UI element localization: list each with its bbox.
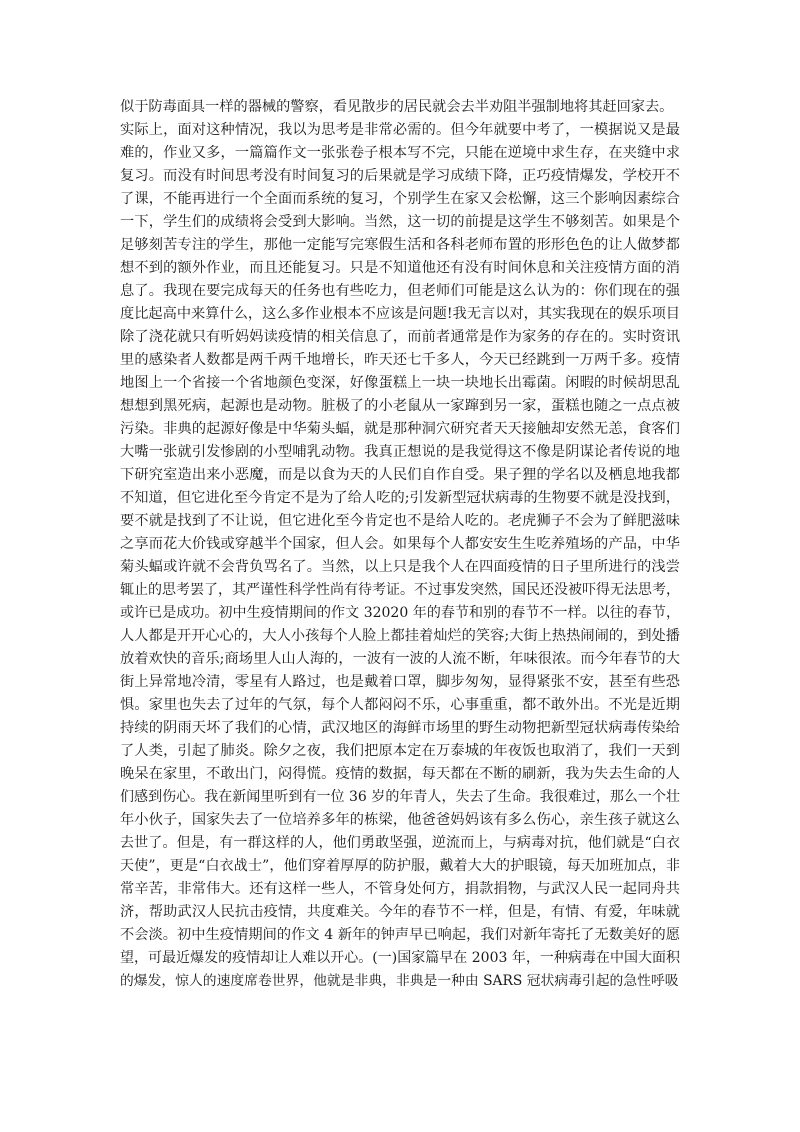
text-line: 除了浇花就只有听妈妈读疫情的相关信息了，而前者通常是作为家务的存在的。实时资讯	[120, 329, 680, 345]
text-line: 了课，不能再进行一个全面而系统的复习，个别学生在家又会松懈，这三个影响因素综合	[120, 191, 680, 207]
text-line: 们感到伤心。我在新闻里听到有一位 36 岁的年青人，失去了生命。我很难过，那么一个壮	[120, 789, 680, 805]
text-line: 晚呆在家里，不敢出门，闷得慌。疫情的数据，每天都在不断的刷新，我为失去生命的人	[120, 766, 680, 782]
text-line: 里的感染者人数都是两千两千地增长，昨天还七千多人，今天已经跳到一万两千多。疫情	[120, 352, 680, 368]
text-line: 下研究室造出来小恶魔，而是以食为天的人民们自作自受。果子狸的学名以及栖息地我都	[120, 467, 680, 483]
text-line: 地图上一个省接一个省地颜色变深，好像蛋糕上一块一块地长出霉菌。闲暇的时候胡思乱	[120, 375, 680, 391]
text-line: 想不到的额外作业，而且还能复习。只是不知道他还有没有时间休息和关注疫情方面的消	[120, 260, 680, 276]
text-line: 年小伙子，国家失去了一位培养多年的栋梁，他爸爸妈妈该有多么伤心，亲生孩子就这么	[120, 812, 680, 828]
text-line: 一下，学生们的成绩将会受到大影响。当然，这一切的前提是这学生不够刻苦。如果是个	[120, 214, 680, 230]
text-line: 或许已是成功。初中生疫情期间的作文 32020 年的春节和别的春节不一样。以往的春节，	[120, 605, 680, 621]
text-line: 去世了。但是，有一群这样的人，他们勇敢坚强，逆流而上，与病毒对抗，他们就是“白衣	[120, 835, 680, 851]
text-line: 街上异常地冷清，零星有人路过，也是戴着口罩，脚步匆匆，显得紧张不安，甚至有些恐	[120, 674, 680, 690]
text-line: 人人都是开开心心的，大人小孩每个人脸上都挂着灿烂的笑容;大街上热热闹闹的，到处播	[120, 628, 680, 644]
text-line: 持续的阴雨天坏了我们的心情，武汉地区的海鲜市场里的野生动物把新型冠状病毒传染给	[120, 720, 680, 736]
text-line: 复习。而没有时间思考没有时间复习的后果就是学习成绩下降，正巧疫情爆发，学校开不	[120, 168, 680, 184]
text-line: 实际上，面对这种情况，我以为思考是非常必需的。但今年就要中考了，一模据说又是最	[120, 122, 680, 138]
text-line: 大嘴一张就引发惨剧的小型哺乳动物。我真正想说的是我觉得这不像是阴谋论者传说的地	[120, 444, 680, 460]
essay-text-block	[120, 96, 680, 993]
text-line: 要不就是找到了不让说，但它进化至今肯定也不是给人吃的。老虎狮子不会为了鲜肥滋味	[120, 513, 680, 529]
text-line: 似于防毒面具一样的器械的警察，看见散步的居民就会去半劝阻半强制地将其赶回家去。	[120, 99, 674, 115]
text-line: 放着欢快的音乐;商场里人山人海的，一波有一波的人流不断，年味很浓。而今年春节的大	[120, 651, 680, 667]
text-line: 辄止的思考罢了，其严谨性科学性尚有待考证。不过事发突然，国民还没被吓得无法思考，	[120, 582, 680, 598]
text-line: 了人类，引起了肺炎。除夕之夜，我们把原本定在万泰城的年夜饭也取消了，我们一天到	[120, 743, 680, 759]
text-line: 污染。非典的起源好像是中华菊头蝠，就是那种洞穴研究者天天接触却安然无恙，食客们	[120, 421, 680, 437]
text-line: 不知道，但它进化至今肯定不是为了给人吃的;引发新型冠状病毒的生物要不就是没找到，	[120, 490, 680, 506]
text-line: 菊头蝠或许就不会背负骂名了。当然，以上只是我个人在四面疫情的日子里所进行的浅尝	[120, 559, 680, 575]
text-line: 之享而花大价钱或穿越半个国家，但人会。如果每个人都安安生生吃养殖场的产品，中华	[120, 536, 680, 552]
text-line: 天使”，更是“白衣战士”，他们穿着厚厚的防护服，戴着大大的护眼镜，每天加班加点，非	[120, 858, 680, 874]
text-line: 惧。家里也失去了过年的气氛，每个人都闷闷不乐，心事重重，都不敢外出。不光是近期	[120, 697, 680, 713]
text-line: 常辛苦，非常伟大。还有这样一些人，不管身处何方，捐款捐物，与武汉人民一起同舟共	[120, 881, 680, 897]
text-line: 济，帮助武汉人民抗击疫情，共度难关。今年的春节不一样，但是，有情、有爱，年味就	[120, 904, 680, 920]
text-line: 不会淡。初中生疫情期间的作文 4 新年的钟声早已响起，我们对新年寄托了无数美好的愿	[120, 927, 680, 943]
text-line: 望，可最近爆发的疫情却让人难以开心。(一)国家篇早在 2003 年，一种病毒在中国大面积	[120, 950, 680, 966]
text-line: 想想到黑死病，起源也是动物。脏极了的小老鼠从一家蹿到另一家，蛋糕也随之一点点被	[120, 398, 680, 414]
text-line: 度比起高中来算什么，这么多作业根本不应该是问题!我无言以对，其实我现在的娱乐项目	[120, 306, 680, 322]
text-line: 难的，作业又多，一篇篇作文一张张卷子根本写不完，只能在逆境中求生存，在夹缝中求	[120, 145, 680, 161]
text-line: 足够刻苦专注的学生，那他一定能写完寒假生活和各科老师布置的形形色色的让人做梦都	[120, 237, 680, 253]
text-line: 息了。我现在要完成每天的任务也有些吃力，但老师们可能是这么认为的：你们现在的强	[120, 283, 680, 299]
text-line: 的爆发，惊人的速度席卷世界，他就是非典，非典是一种由 SARS 冠状病毒引起的急性呼吸	[120, 973, 679, 989]
